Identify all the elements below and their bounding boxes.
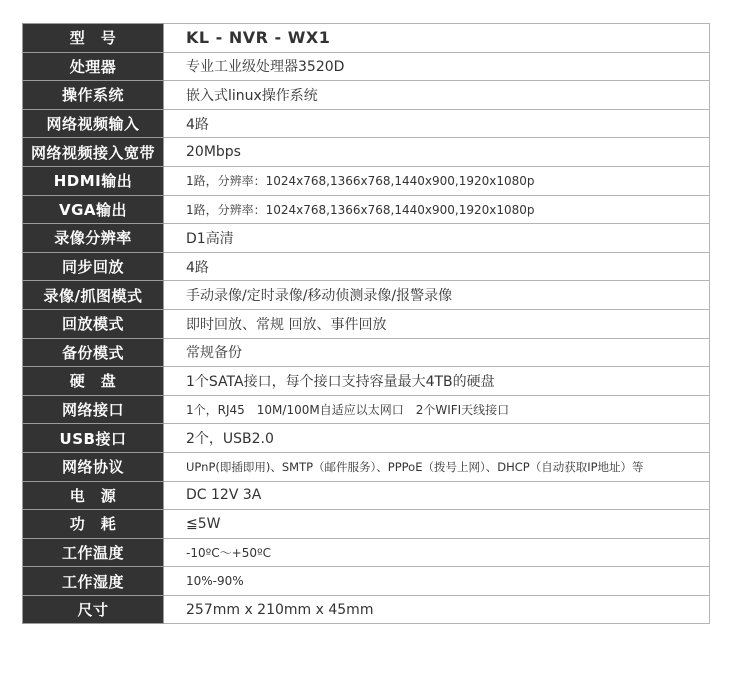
spec-value: 手动录像/定时录像/移动侦测录像/报警录像 bbox=[164, 281, 710, 310]
spec-label: 网络接口 bbox=[23, 395, 164, 424]
spec-value: 1路，分辨率：1024x768,1366x768,1440x900,1920x1080p bbox=[164, 166, 710, 195]
spec-label: 硬 盘 bbox=[23, 367, 164, 396]
spec-row-backup-mode bbox=[23, 338, 710, 367]
spec-label: 录像/抓图模式 bbox=[23, 281, 164, 310]
spec-row-hdmi bbox=[23, 166, 710, 195]
spec-value: -10ºC～+50ºC bbox=[164, 538, 710, 567]
spec-label: 电 源 bbox=[23, 481, 164, 510]
spec-label: 型 号 bbox=[23, 24, 164, 53]
spec-label: 回放模式 bbox=[23, 309, 164, 338]
spec-value: UPnP(即插即用)、SMTP（邮件服务）、PPPoE（拨号上网）、DHCP（自动获取IP地址）等 bbox=[164, 452, 710, 481]
spec-label: 录像分辨率 bbox=[23, 224, 164, 253]
spec-label: 操作系统 bbox=[23, 81, 164, 110]
spec-label: 功 耗 bbox=[23, 510, 164, 539]
spec-value: 专业工业级处理器3520D bbox=[164, 52, 710, 81]
spec-label: 工作湿度 bbox=[23, 567, 164, 596]
spec-value: 常规备份 bbox=[164, 338, 710, 367]
spec-label: 网络视频输入 bbox=[23, 109, 164, 138]
spec-row-size bbox=[23, 595, 710, 624]
spec-row-humidity bbox=[23, 567, 710, 596]
spec-row-hard-disk bbox=[23, 367, 710, 396]
spec-value: 20Mbps bbox=[164, 138, 710, 167]
spec-label: 工作温度 bbox=[23, 538, 164, 567]
spec-table bbox=[22, 23, 710, 624]
spec-row-network-port bbox=[23, 395, 710, 424]
spec-value: 即时回放、常规 回放、事件回放 bbox=[164, 309, 710, 338]
spec-label: 网络视频接入宽带 bbox=[23, 138, 164, 167]
spec-row-power bbox=[23, 481, 710, 510]
spec-value: 257mm x 210mm x 45mm bbox=[164, 595, 710, 624]
spec-value: 嵌入式linux操作系统 bbox=[164, 81, 710, 110]
spec-row-playback-mode bbox=[23, 309, 710, 338]
spec-value: KL - NVR - WX1 bbox=[164, 24, 710, 53]
spec-label: VGA输出 bbox=[23, 195, 164, 224]
spec-value: 10%-90% bbox=[164, 567, 710, 596]
spec-row-record-mode bbox=[23, 281, 710, 310]
spec-label: HDMI输出 bbox=[23, 166, 164, 195]
spec-value: 1个SATA接口，每个接口支持容量最大4TB的硬盘 bbox=[164, 367, 710, 396]
spec-label: 处理器 bbox=[23, 52, 164, 81]
spec-row-protocol bbox=[23, 452, 710, 481]
spec-row-model bbox=[23, 24, 710, 53]
spec-value: 4路 bbox=[164, 252, 710, 281]
spec-row-consumption bbox=[23, 510, 710, 539]
spec-value: ≦5W bbox=[164, 510, 710, 539]
spec-value: 1个，RJ45 10M/100M自适应以太网口 2个WIFI天线接口 bbox=[164, 395, 710, 424]
spec-label: 同步回放 bbox=[23, 252, 164, 281]
spec-value: 2个，USB2.0 bbox=[164, 424, 710, 453]
spec-row-processor bbox=[23, 52, 710, 81]
spec-row-video-input bbox=[23, 109, 710, 138]
spec-row-bandwidth bbox=[23, 138, 710, 167]
spec-row-vga bbox=[23, 195, 710, 224]
spec-row-record-resolution bbox=[23, 224, 710, 253]
spec-label: 备份模式 bbox=[23, 338, 164, 367]
spec-row-sync-playback bbox=[23, 252, 710, 281]
spec-value: DC 12V 3A bbox=[164, 481, 710, 510]
spec-label: 尺寸 bbox=[23, 595, 164, 624]
spec-value: 1路，分辨率：1024x768,1366x768,1440x900,1920x1080p bbox=[164, 195, 710, 224]
spec-label: USB接口 bbox=[23, 424, 164, 453]
spec-row-temperature bbox=[23, 538, 710, 567]
spec-row-os bbox=[23, 81, 710, 110]
spec-value: D1高清 bbox=[164, 224, 710, 253]
spec-label: 网络协议 bbox=[23, 452, 164, 481]
spec-value: 4路 bbox=[164, 109, 710, 138]
spec-row-usb bbox=[23, 424, 710, 453]
